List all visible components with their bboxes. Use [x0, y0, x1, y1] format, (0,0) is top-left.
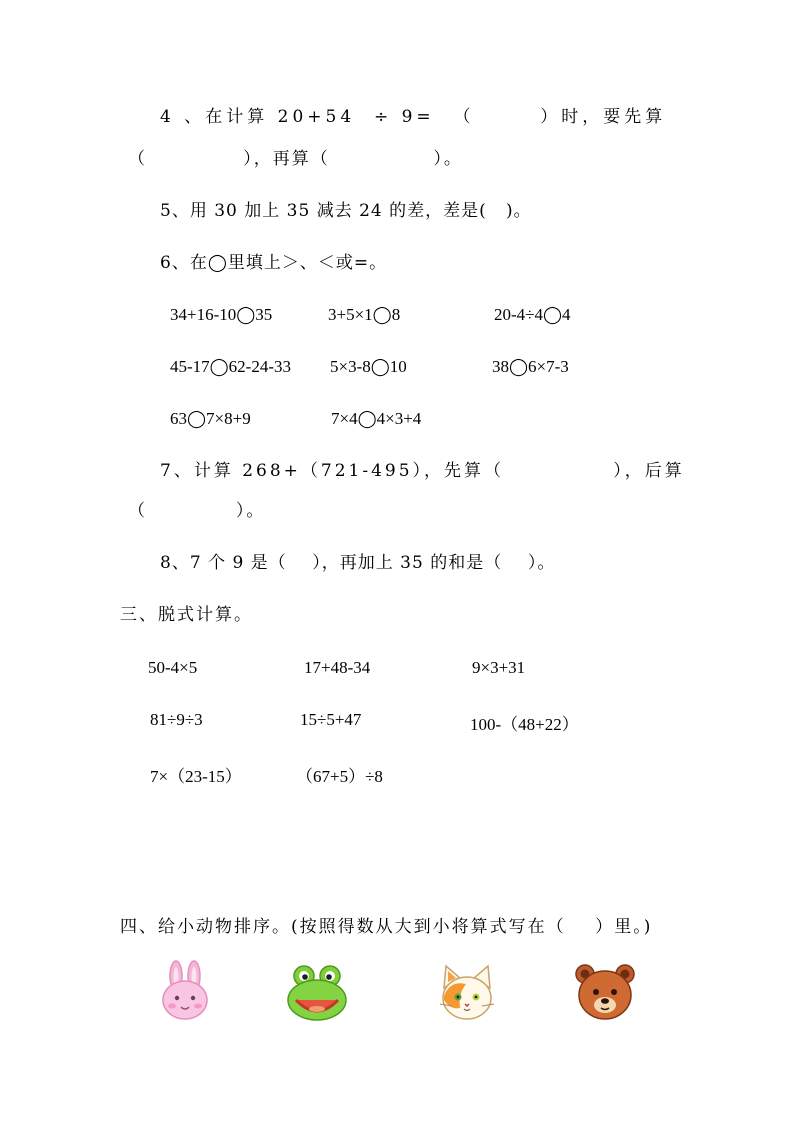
section-3-title: 三、脱式计算。 — [120, 605, 253, 625]
q6-item: 5×3-8◯10 — [330, 357, 407, 376]
q4-line-2: （ ），再算（ ）。 — [128, 149, 463, 169]
q8-text: 8、7 个 9 是（ ），再加上 35 的和是（ ）。 — [160, 553, 556, 573]
calc-item: 50-4×5 — [148, 658, 198, 677]
q7-line-2: （ ）。 — [128, 501, 266, 521]
bear-icon — [574, 960, 636, 1022]
q6-item: 38◯6×7-3 — [492, 357, 569, 376]
frog-icon — [286, 962, 348, 1024]
calc-item: 100-（48+22） — [470, 715, 579, 734]
calc-item: 7×（23-15） — [150, 767, 242, 786]
q6-prompt: 6、在◯里填上＞、＜或=。 — [160, 253, 388, 273]
q4-line-1: 4 、在计算 20+54 ÷ 9= （ ）时，要先算 — [160, 107, 667, 127]
q6-item: 45-17◯62-24-33 — [170, 357, 292, 376]
calc-item: 15÷5+47 — [300, 710, 362, 729]
q7-line-1: 7、计算 268+（721-495），先算（ ），后算 — [160, 461, 685, 481]
q6-item: 63◯7×8+9 — [170, 409, 251, 428]
q6-item: 34+16-10◯35 — [170, 305, 273, 324]
calc-item: （67+5）÷8 — [296, 767, 383, 786]
q5-text: 5、用 30 加上 35 减去 24 的差，差是( )。 — [160, 201, 532, 221]
calc-item: 17+48-34 — [304, 658, 371, 677]
rabbit-icon — [154, 960, 216, 1022]
calc-item: 81÷9÷3 — [150, 710, 203, 729]
cat-icon — [436, 962, 498, 1024]
q6-item: 20-4÷4◯4 — [494, 305, 571, 324]
section-4-title: 四、给小动物排序。(按照得数从大到小将算式写在（ ）里。) — [120, 917, 653, 937]
q6-item: 7×4◯4×3+4 — [331, 409, 422, 428]
calc-item: 9×3+31 — [472, 658, 526, 677]
q6-item: 3+5×1◯8 — [328, 305, 401, 324]
